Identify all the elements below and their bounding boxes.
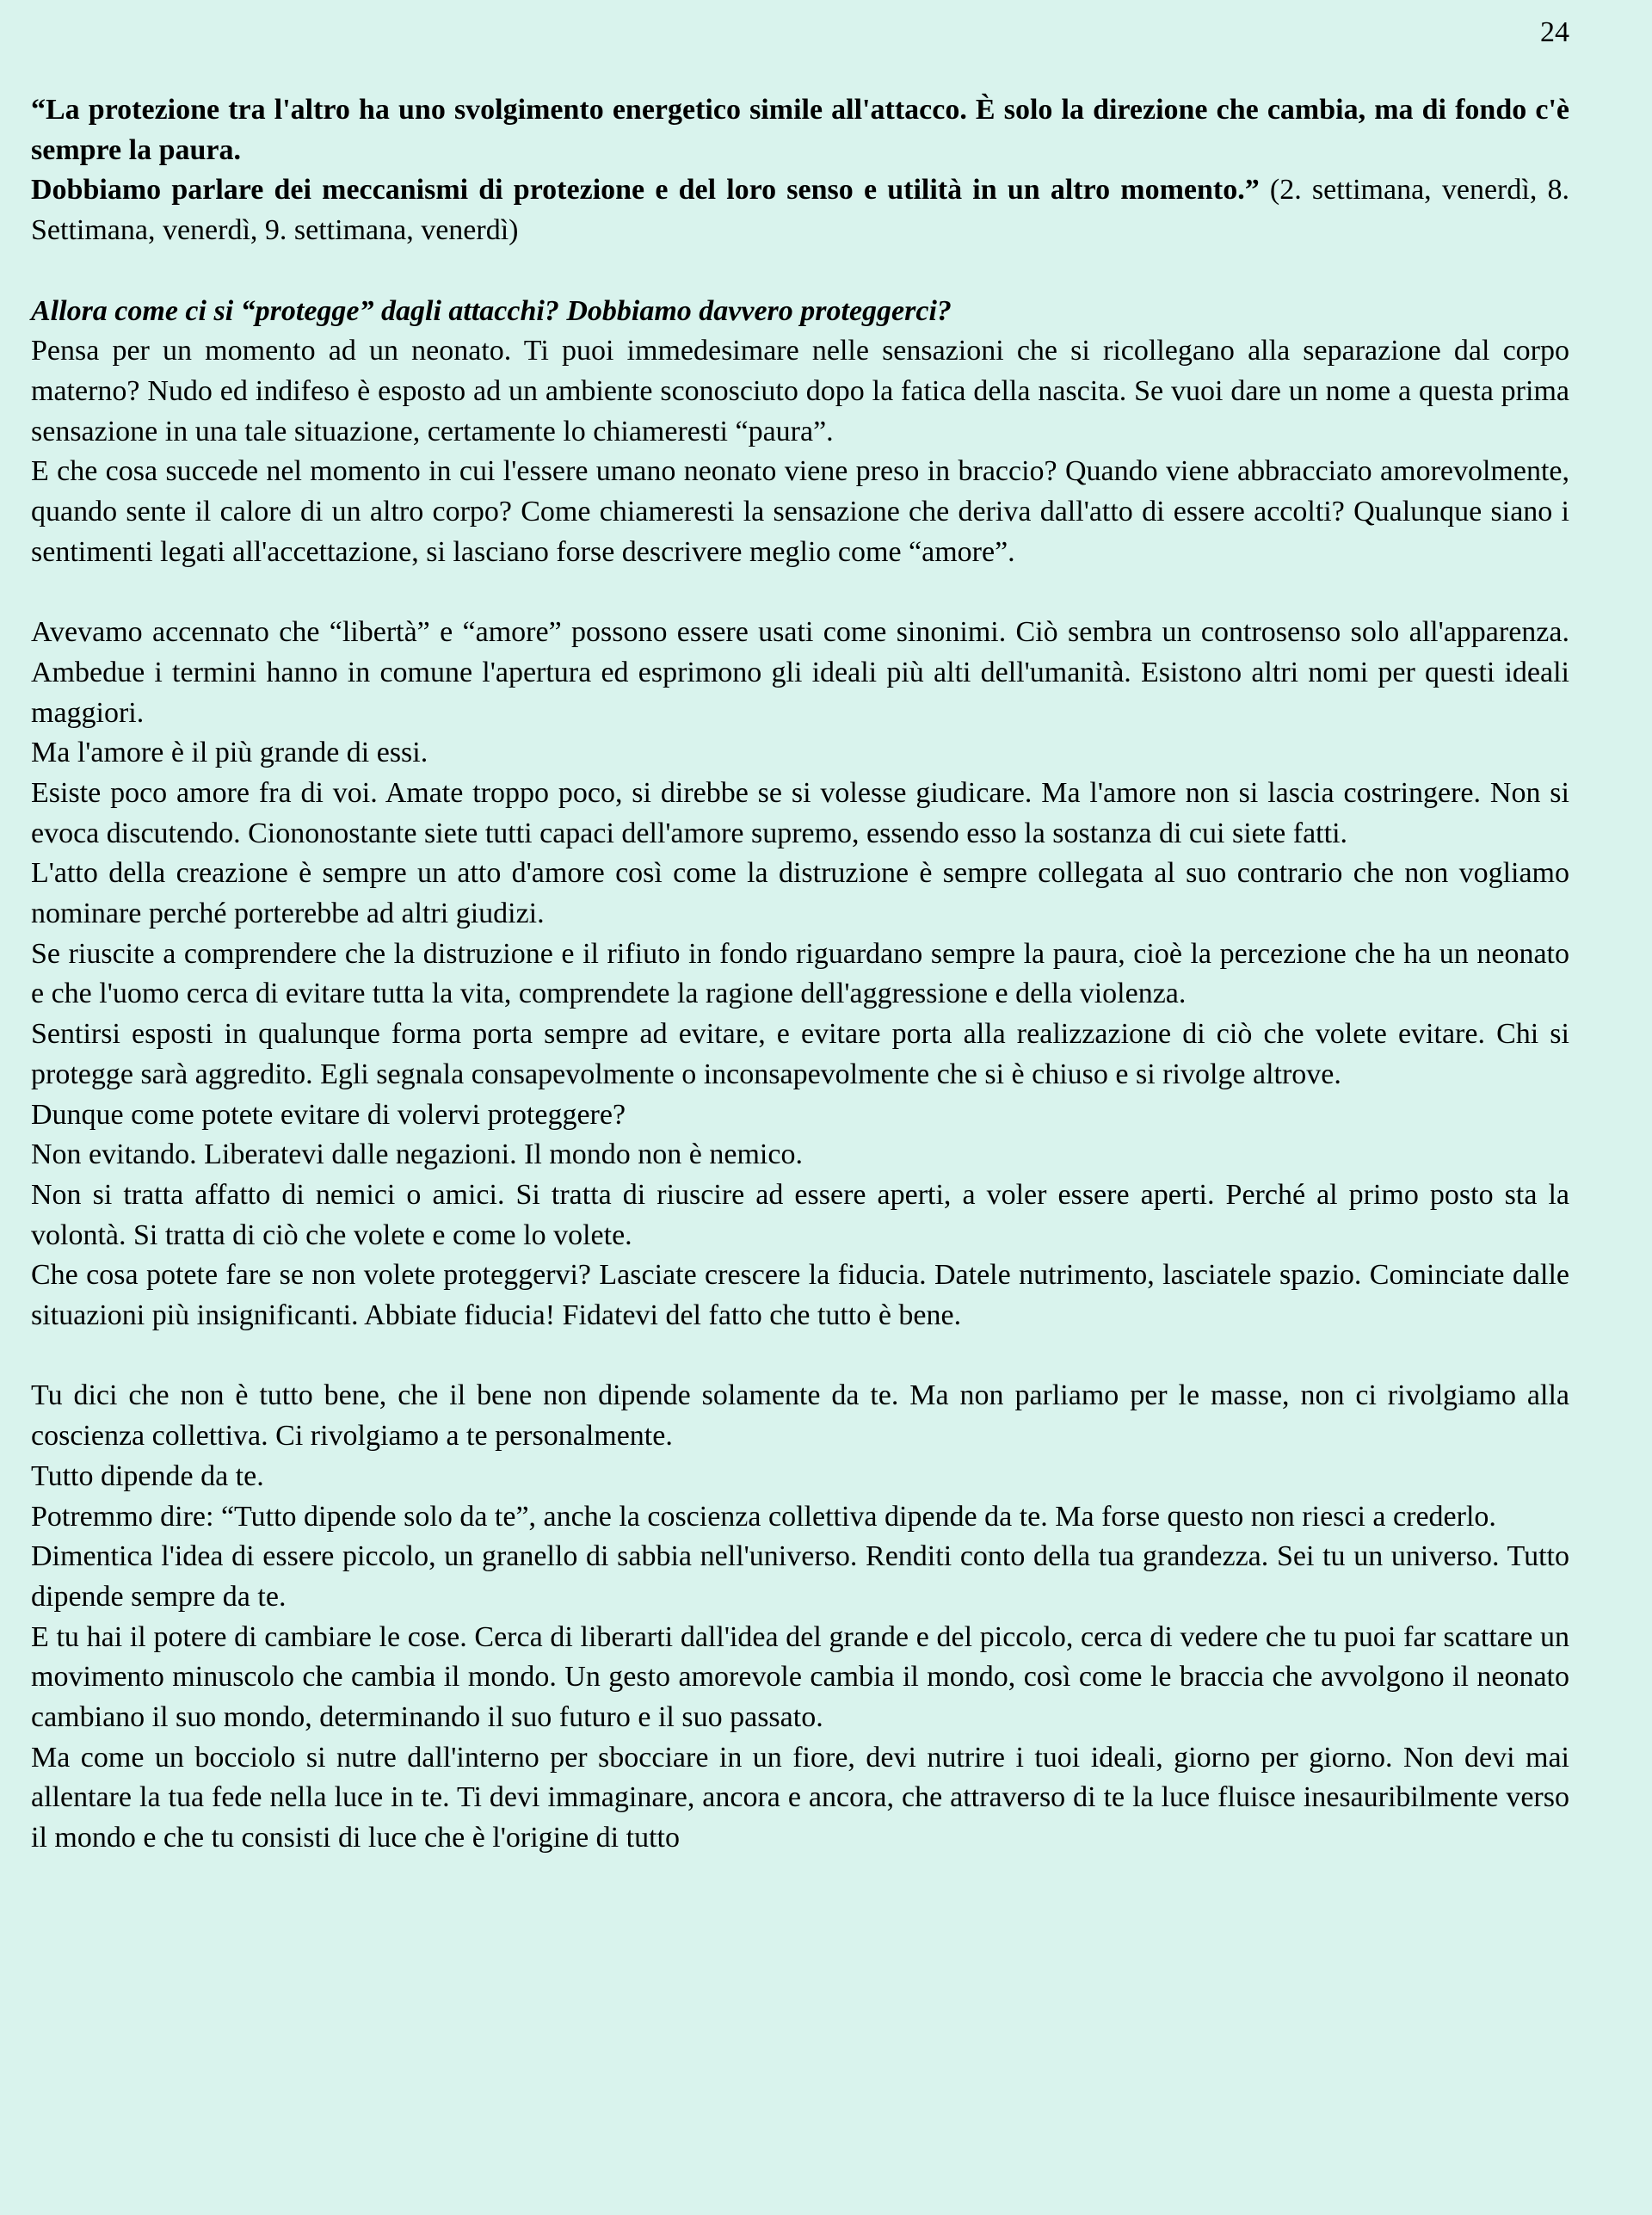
paragraph-tutto-dipende: Tutto dipende da te.: [31, 1459, 264, 1492]
paragraph-avevamo: Avevamo accennato che “libertà” e “amore” possono essere usati come sinonimi. Ciò sembra un controsenso solo all'apparenza. Ambedue i termini hanno in comune l'apertura ed esprimono gli ideali più alti dell'umanità. Esistono altri nomi per questi ideali maggiori.: [31, 616, 1569, 729]
paragraph-dimentica: Dimentica l'idea di essere piccolo, un granello di sabbia nell'universo. Renditi conto della tua grandezza. Sei tu un universo. Tutto dipende sempre da te.: [31, 1540, 1569, 1613]
page-number: 24: [1540, 16, 1569, 48]
quote-line-2: Dobbiamo parlare dei meccanismi di protezione e del loro senso e utilità in un altro momento.”: [31, 174, 1260, 207]
paragraph-che-cosa-potete: Che cosa potete fare se non volete proteggervi? Lasciate crescere la fiducia. Datele nutrimento, lasciatele spazio. Cominciate dalle situazioni più insignificanti. Abbiate fiducia! Fidatevi del fatto che tutto è bene.: [31, 1259, 1569, 1332]
paragraph-latto-creazione: L'atto della creazione è sempre un atto d'amore così come la distruzione è sempre collegata al suo contrario che non vogliamo nominare perché porterebbe ad altri giudizi.: [31, 857, 1569, 930]
quote-line-1: “La protezione tra l'altro ha uno svolgimento energetico simile all'attacco. È solo la direzione che cambia, ma di fondo c'è sempre la paura.: [31, 94, 1569, 166]
paragraph-e-che-cosa: E che cosa succede nel momento in cui l'essere umano neonato viene preso in braccio? Quando viene abbracciato amorevolmente, quando sente il calore di un altro corpo? Come chiameresti la sensazione che deriva dall'atto di essere accolti? Qualunque siano i sentimenti legati all'accettazione, si lasciano forse descrivere meglio come “amore”.: [31, 455, 1569, 568]
paragraph-sentirsi-esposti: Sentirsi esposti in qualunque forma porta sempre ad evitare, e evitare porta alla realizzazione di ciò che volete evitare. Chi si protegge sarà aggredito. Egli segnala consapevolmente o inconsapevolmente che si è chiuso e si rivolge altrove.: [31, 1018, 1569, 1090]
paragraph-potremmo-dire: Potremmo dire: “Tutto dipende solo da te”, anche la coscienza collettiva dipende da te. Ma forse questo non riesci a crederlo.: [31, 1500, 1496, 1533]
quote-citation: (2. settimana, venerdì, 8. Settimana, venerdì, 9. settimana, venerdì): [31, 174, 1569, 247]
paragraph-non-evitando: Non evitando. Liberatevi dalle negazioni. Il mondo non è nemico.: [31, 1138, 803, 1171]
paragraph-e-tu-hai: E tu hai il potere di cambiare le cose. Cerca di liberarti dall'idea del grande e del piccolo, cerca di vedere che tu puoi far scattare un movimento minuscolo che cambia il mondo. Un gesto amorevole cambia il mondo, così come le braccia che avvolgono il neonato cambiano il suo mondo, determinando il suo futuro e il suo passato.: [31, 1620, 1569, 1734]
paragraph-ma-come-bocciolo: Ma come un bocciolo si nutre dall'interno per sbocciare in un fiore, devi nutrire i tuoi ideali, giorno per giorno. Non devi mai allentare la tua fede nella luce in te. Ti devi immaginare, ancora e ancora, che attraverso di te la luce fluisce inesauribilmente verso il mondo e che tu consisti di luce che è l'origine di tutto: [31, 1741, 1569, 1854]
page-body: [31, 90, 1569, 1859]
paragraph-dunque: Dunque come potete evitare di volervi proteggere?: [31, 1098, 626, 1131]
paragraph-pensa: Pensa per un momento ad un neonato. Ti puoi immedesimare nelle sensazioni che si ricollegano alla separazione dal corpo materno? Nudo ed indifeso è esposto ad un ambiente sconosciuto dopo la fatica della nascita. Se vuoi dare un nome a questa prima sensazione in una tale situazione, certamente lo chiameresti “paura”.: [31, 335, 1569, 447]
paragraph-ma-lamore: Ma l'amore è il più grande di essi.: [31, 737, 428, 769]
section-heading: Allora come ci si “protegge” dagli attacchi? Dobbiamo davvero proteggerci?: [31, 294, 952, 327]
paragraph-non-si-tratta: Non si tratta affatto di nemici o amici. Si tratta di riuscire ad essere aperti, a voler essere aperti. Perché al primo posto sta la volontà. Si tratta di ciò che volete e come lo volete.: [31, 1178, 1569, 1251]
paragraph-esiste-poco: Esiste poco amore fra di voi. Amate troppo poco, si direbbe se si volesse giudicare. Ma l'amore non si lascia costringere. Non si evoca discutendo. Ciononostante siete tutti capaci dell'amore supremo, essendo esso la sostanza di cui siete fatti.: [31, 776, 1569, 849]
paragraph-tu-dici: Tu dici che non è tutto bene, che il bene non dipende solamente da te. Ma non parliamo per le masse, non ci rivolgiamo alla coscienza collettiva. Ci rivolgiamo a te personalmente.: [31, 1379, 1569, 1453]
paragraph-se-riuscite: Se riuscite a comprendere che la distruzione e il rifiuto in fondo riguardano sempre la paura, cioè la percezione che ha un neonato e che l'uomo cerca di evitare tutta la vita, comprendete la ragione dell'aggressione e della violenza.: [31, 937, 1569, 1010]
opening-quote-paragraph: [31, 90, 1569, 251]
